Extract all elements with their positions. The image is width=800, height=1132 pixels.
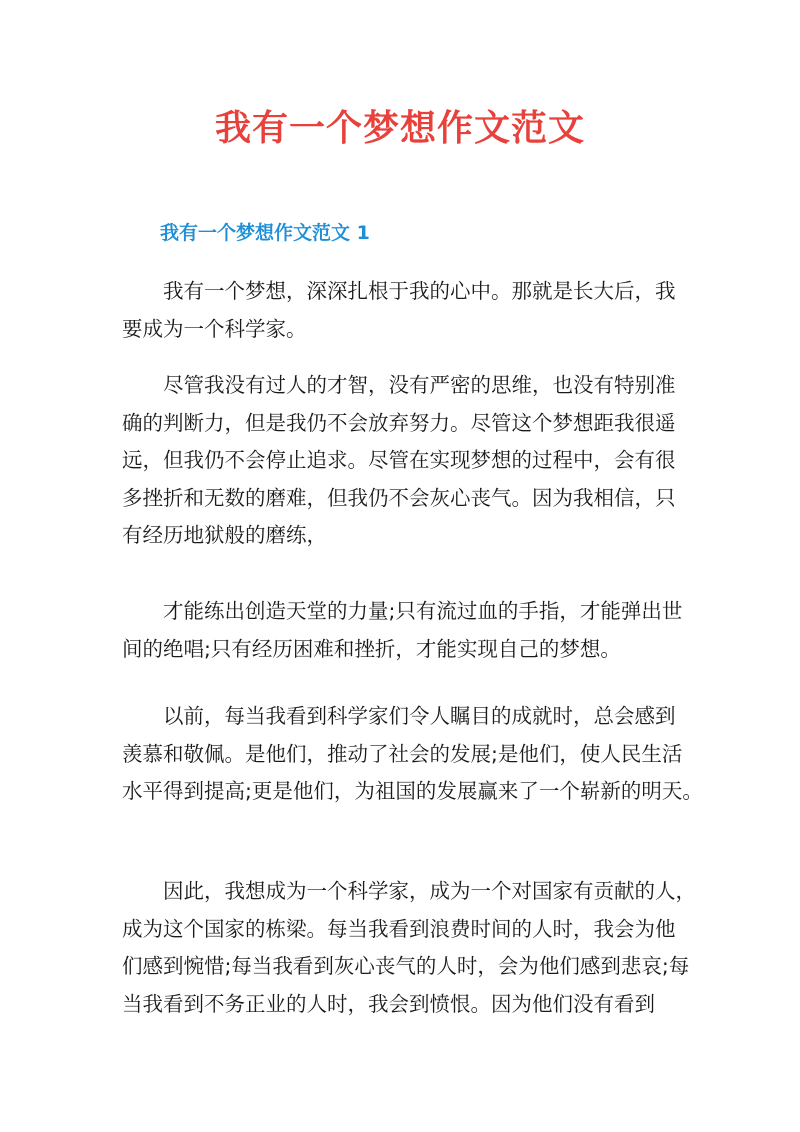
paragraph-4: [122, 698, 703, 811]
paragraph-line: 因此，我想成为一个科学家，成为一个对国家有贡献的人，: [163, 879, 696, 903]
paragraph-line: 确的判断力，但是我仍不会放弃努力。尽管这个梦想距我很遥: [122, 410, 676, 435]
paragraph-line: 成为这个国家的栋梁。每当我看到浪费时间的人时，我会为他: [122, 916, 676, 941]
paragraph-line: 以前，每当我看到科学家们令人瞩目的成就时，总会感到: [163, 704, 676, 728]
paragraph-line: 才能练出创造天堂的力量;只有流过血的手指，才能弹出世: [163, 599, 683, 623]
paragraph-line: 们感到惋惜;每当我看到灰心丧气的人时，会为他们感到悲哀;每: [122, 954, 690, 978]
section-heading: 我有一个梦想作文范文 1: [160, 222, 370, 244]
paragraph-3: [122, 593, 682, 668]
paragraph-line: 远，但我仍不会停止追求。尽管在实现梦想的过程中，会有很: [122, 448, 676, 472]
paragraph-line: 当我看到不务正业的人时，我会到愤恨。因为他们没有看到: [122, 991, 655, 1016]
paragraph-line: 尽管我没有过人的才智，没有严密的思维，也没有特别准: [163, 373, 676, 397]
paragraph-5: [122, 873, 696, 1023]
paragraph-2: [122, 367, 682, 555]
paragraph-line: 有经历地狱般的磨练，: [122, 523, 327, 547]
paragraph-line: 间的绝唱;只有经历困难和挫折，才能实现自己的梦想。: [122, 636, 621, 661]
paragraph-line: 要成为一个科学家。: [122, 316, 307, 341]
paragraph-line: 我有一个梦想，深深扎根于我的心中。那就是长大后，我: [163, 279, 676, 303]
paragraph-1: [122, 273, 682, 348]
paragraph-line: 多挫折和无数的磨难，但我仍不会灰心丧气。因为我相信，只: [122, 485, 676, 510]
paragraph-line: 水平得到提高;更是他们，为祖国的发展赢来了一个崭新的明天。: [122, 779, 703, 803]
document-title: 我有一个梦想作文范文: [214, 108, 585, 149]
paragraph-line: 羡慕和敬佩。是他们，推动了社会的发展;是他们，使人民生活: [122, 741, 683, 766]
